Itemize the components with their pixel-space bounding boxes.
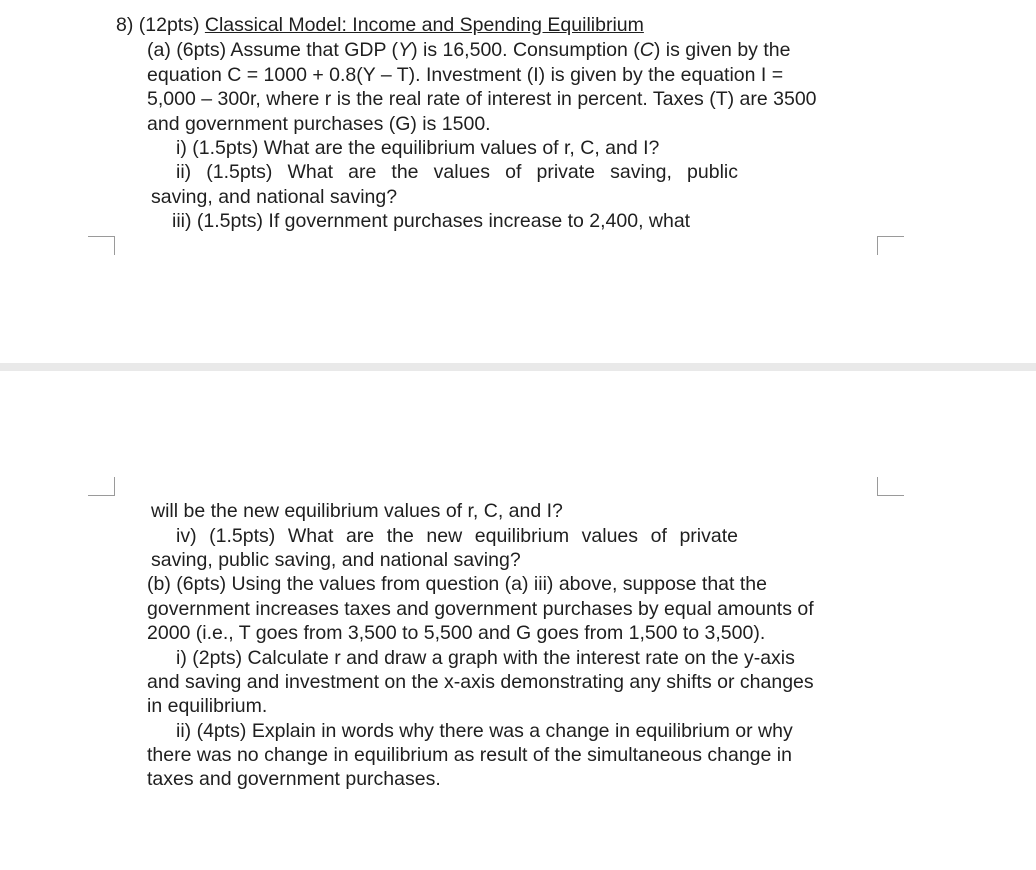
part-b-item-i-line-1: i) (2pts) Calculate r and draw a graph with the interest rate on the y-axis [176,647,795,669]
question-number: 8) [116,14,134,36]
part-b-item-ii-line-2: there was no change in equilibrium as result of the simultaneous change in [147,744,792,766]
part-b-line-1: (b) (6pts) Using the values from question (a) iii) above, suppose that the [147,573,767,595]
part-a-line-4: and government purchases (G) is 1500. [147,113,491,135]
part-a-item-iii-line-1: iii) (1.5pts) If government purchases increase to 2,400, what [172,210,691,232]
page-corner-mark-right [877,236,904,255]
document-page-2 [0,371,1036,870]
part-a-item-iv-line-1: iv) (1.5pts) What are the new equilibrium values of private [176,525,738,547]
part-a-item-ii-line-2: saving, and national saving? [151,186,398,208]
part-b-line-3: 2000 (i.e., T goes from 3,500 to 5,500 and G goes from 1,500 to 3,500). [147,622,766,644]
document-page-1 [0,0,1036,363]
part-b-item-i-line-2: and saving and investment on the x-axis demonstrating any shifts or changes [147,671,814,693]
part-a-line-1: (a) (6pts) Assume that GDP (Y) is 16,500. Consumption (C) is given by the [147,39,791,61]
part-a-item-iii-line-2: will be the new equilibrium values of r, C, and I? [151,500,563,522]
part-b-item-i-line-3: in equilibrium. [147,695,268,717]
page-break [0,363,1036,371]
part-a-item-iv-line-2: saving, public saving, and national saving? [151,549,521,571]
page-corner-mark-left [88,477,115,496]
question-heading [116,13,644,37]
page-corner-mark-left [88,236,115,255]
part-b-line-2: government increases taxes and government purchases by equal amounts of [147,598,814,620]
part-a-item-ii-line-1: ii) (1.5pts) What are the values of private saving, public [176,161,738,183]
part-a-line-3: 5,000 – 300r, where r is the real rate of interest in percent. Taxes (T) are 3500 [147,88,817,110]
part-a-item-i: i) (1.5pts) What are the equilibrium values of r, C, and I? [176,137,660,159]
question-title: Classical Model: Income and Spending Equilibrium [204,14,644,36]
page-corner-mark-right [877,477,904,496]
part-b-item-ii-line-1: ii) (4pts) Explain in words why there was a change in equilibrium or why [176,720,793,742]
part-a-line-2: equation C = 1000 + 0.8(Y – T). Investment (I) is given by the equation I = [147,64,784,86]
question-points: (12pts) [138,14,200,36]
part-b-item-ii-line-3: taxes and government purchases. [147,768,441,790]
